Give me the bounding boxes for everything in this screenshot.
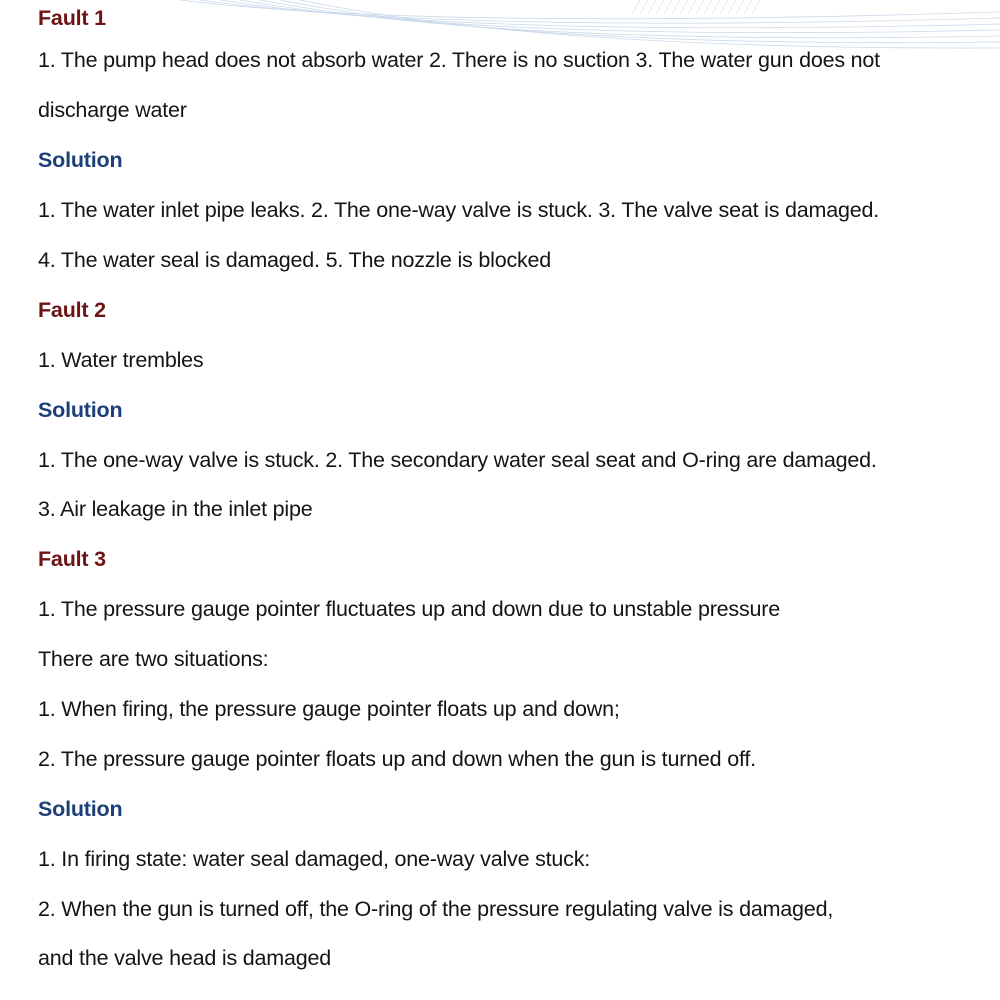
fault-2-symptom-line: 1. Water trembles — [38, 347, 204, 372]
troubleshooting-document — [38, 0, 988, 984]
fault-3-symptom-line: 2. The pressure gauge pointer floats up and down when the gun is turned off. — [38, 746, 756, 771]
fault-3-solution-line: 2. When the gun is turned off, the O-ring of the pressure regulating valve is damaged, — [38, 896, 834, 921]
fault-1-symptom-line: 1. The pump head does not absorb water 2. There is no suction 3. The water gun does not — [38, 48, 880, 73]
fault-2-heading: Fault 2 — [38, 297, 106, 322]
fault-2-solution-heading: Solution — [38, 397, 123, 422]
fault-1-symptom-line: discharge water — [38, 98, 187, 123]
fault-1-solution-heading: Solution — [38, 148, 123, 173]
fault-3-solution-heading: Solution — [38, 796, 123, 821]
fault-1-solution-line: 4. The water seal is damaged. 5. The nozzle is blocked — [38, 248, 552, 272]
fault-1-solution-line: 1. The water inlet pipe leaks. 2. The one-way valve is stuck. 3. The valve seat is damaged. — [38, 198, 880, 223]
fault-2-solution-line: 1. The one-way valve is stuck. 2. The secondary water seal seat and O-ring are damaged. — [38, 447, 877, 472]
fault-3-symptom-line: 1. The pressure gauge pointer fluctuates up and down due to unstable pressure — [38, 597, 780, 622]
fault-3-symptom-line: 1. When firing, the pressure gauge pointer floats up and down; — [38, 697, 620, 722]
fault-3-heading: Fault 3 — [38, 547, 106, 572]
fault-2-solution-line: 3. Air leakage in the inlet pipe — [38, 497, 313, 522]
fault-1-heading: Fault 1 — [38, 5, 106, 30]
fault-3-solution-line: and the valve head is damaged — [38, 946, 332, 971]
fault-3-symptom-line: There are two situations: — [38, 647, 269, 672]
fault-3-solution-line: 1. In firing state: water seal damaged, one-way valve stuck: — [38, 846, 591, 871]
